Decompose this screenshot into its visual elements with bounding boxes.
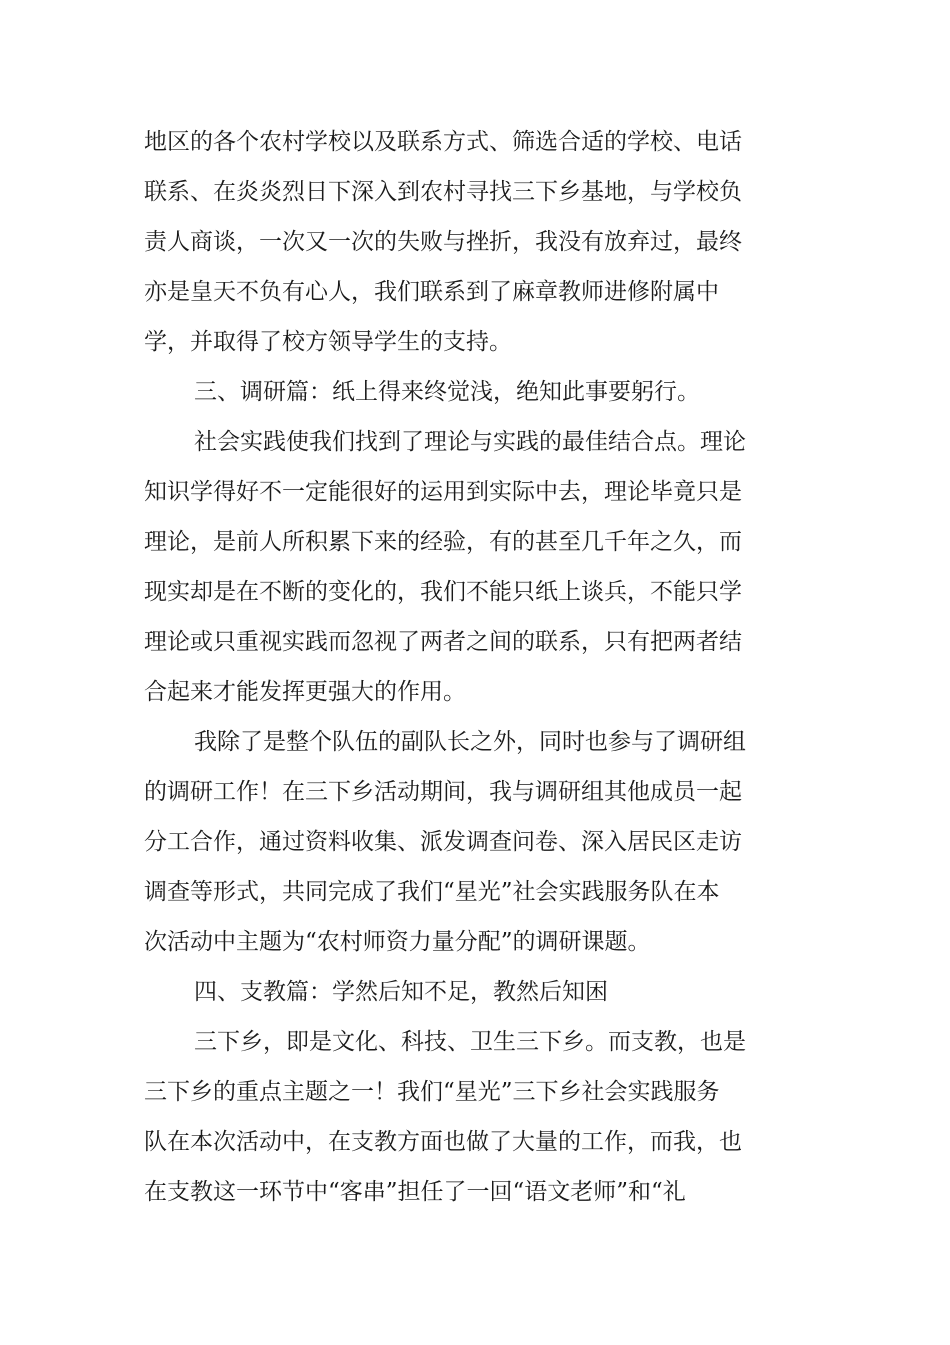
text-line: 在支教这一环节中“客串”担任了一回“语文老师”和“礼 [144,1179,686,1205]
text-line: 现实却是在不断的变化的，我们不能只纸上谈兵，不能只学 [144,579,742,605]
text-line: 知识学得好不一定能很好的运用到实际中去，理论毕竟只是 [144,479,742,505]
text-line: 的调研工作！在三下乡活动期间，我与调研组其他成员一起 [144,779,742,805]
text-line: 我除了是整个队伍的副队长之外，同时也参与了调研组 [194,729,746,755]
text-line: 社会实践使我们找到了理论与实践的最佳结合点。理论 [194,429,746,455]
section-heading: 三、调研篇：纸上得来终觉浅，绝知此事要躬行。 [194,379,700,405]
text-line: 地区的各个农村学校以及联系方式、筛选合适的学校、电话 [144,129,742,155]
text-line: 学，并取得了校方领导学生的支持。 [144,329,512,355]
text-line: 队在本次活动中，在支教方面也做了大量的工作，而我，也 [144,1129,742,1155]
text-line: 合起来才能发挥更强大的作用。 [144,679,466,705]
text-line: 亦是皇天不负有心人，我们联系到了麻章教师进修附属中 [144,279,719,305]
text-line: 三下乡的重点主题之一！我们“星光”三下乡社会实践服务 [144,1079,720,1105]
text-line: 责人商谈，一次又一次的失败与挫折，我没有放弃过，最终 [144,229,742,255]
text-line: 理论，是前人所积累下来的经验，有的甚至几千年之久，而 [144,529,742,555]
text-line: 联系、在炎炎烈日下深入到农村寻找三下乡基地，与学校负 [144,179,742,205]
text-line: 理论或只重视实践而忽视了两者之间的联系，只有把两者结 [144,629,742,655]
text-line: 次活动中主题为“农村师资力量分配”的调研课题。 [144,929,651,955]
text-line: 分工合作，通过资料收集、派发调查问卷、深入居民区走访 [144,829,742,855]
text-line: 调查等形式，共同完成了我们“星光”社会实践服务队在本 [144,879,720,905]
text-line: 三下乡，即是文化、科技、卫生三下乡。而支教，也是 [194,1029,746,1055]
section-heading: 四、支教篇：学然后知不足，教然后知困 [194,979,608,1005]
